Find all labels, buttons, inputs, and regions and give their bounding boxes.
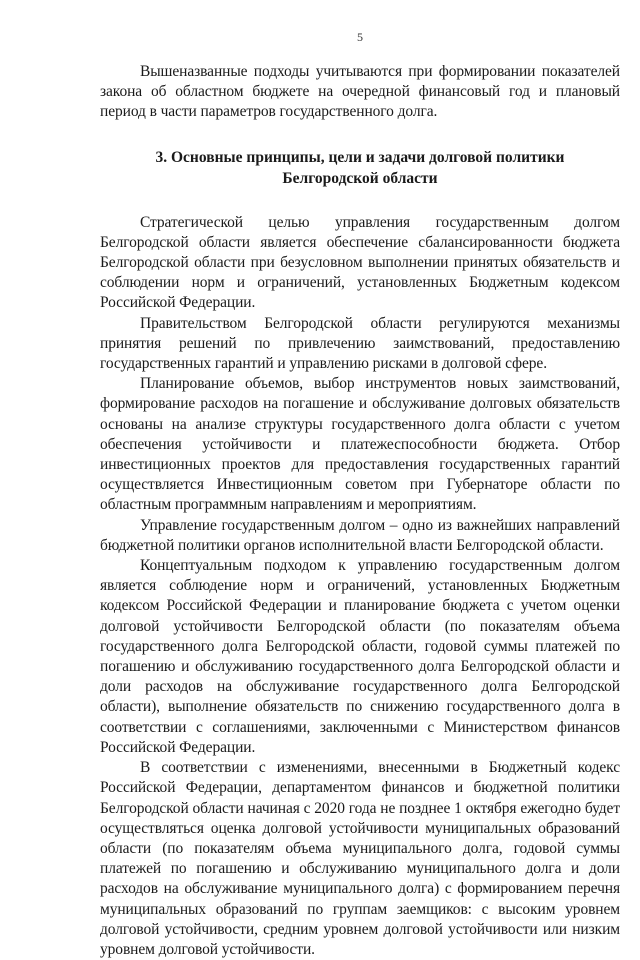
page-number: 5 (357, 30, 363, 44)
paragraph-budget-code-changes: В соответствии с изменениями, внесенными в Бюджетный кодекс Российской Федерации, департаментом финансов и бюджетной политики Белгородской области начиная с 2020 года не позднее 1 октября ежегодно будет осуществляться оценка долговой устойчивости муниципальных образований области (по показателям объема муниципального долга, годовой суммы платежей по погашению и обслуживанию муниципального долга и доли расходов на обслуживание муниципального долга) с формированием перечня муниципальных образований по группам заемщиков: с высоким уровнем долговой устойчивости, средним уровнем долговой устойчивости или низким уровнем долговой устойчивости. (100, 759, 620, 958)
section-heading (100, 147, 620, 189)
section-heading-line1: 3. Основные принципы, цели и задачи долговой политики (155, 148, 565, 166)
paragraph-planning: Планирование объемов, выбор инструментов новых заимствований, формирование расходов на погашение и обслуживание долговых обязательств основаны на анализе структуры государственного долга области с учетом обеспечения устойчивости и платежеспособности бюджета. Отбор инвестиционных проектов для предоставления государственных гарантий осуществляется Инвестиционным советом при Губернаторе области по областным программным направлениям и мероприятиям. (100, 375, 620, 514)
section-heading-line2: Белгородской области (282, 169, 438, 187)
paragraph-conceptual-approach: Концептуальным подходом к управлению государственным долгом является соблюдение норм и ограничений, установленных Бюджетным кодексом Российской Федерации и планирование бюджета с учетом оценки долговой устойчивости Белгородской области (по показателям объема государственного долга Белгородской области, годовой суммы платежей по погашению и обслуживанию государственного долга Белгородской области и доли расходов на обслуживание государственного долга Белгородской области), выполнение обязательств по снижению государственного долга в соответствии с соглашениями, заключенными с Министерством финансов Российской Федерации. (100, 557, 620, 756)
paragraph-debt-management: Управление государственным долгом – одно из важнейших направлений бюджетной политики органов исполнительной власти Белгородской области. (100, 516, 620, 554)
document-page (100, 30, 620, 960)
paragraph-government-mechanisms: Правительством Белгородской области регулируются механизмы принятия решений по привлечению заимствований, предоставлению государственных гарантий и управлению рисками в долговой сфере. (100, 314, 620, 373)
paragraph-strategic-goal: Стратегической целью управления государственным долгом Белгородской области является обеспечение сбалансированности бюджета Белгородской области при безусловном выполнении принятых обязательств и соблюдении норм и ограничений, установленных Бюджетным кодексом Российской Федерации. (100, 213, 620, 312)
intro-paragraph: Вышеназванные подходы учитываются при формировании показателей закона об областном бюджете на очередной финансовый год и плановый период в части параметров государственного долга. (100, 63, 620, 121)
